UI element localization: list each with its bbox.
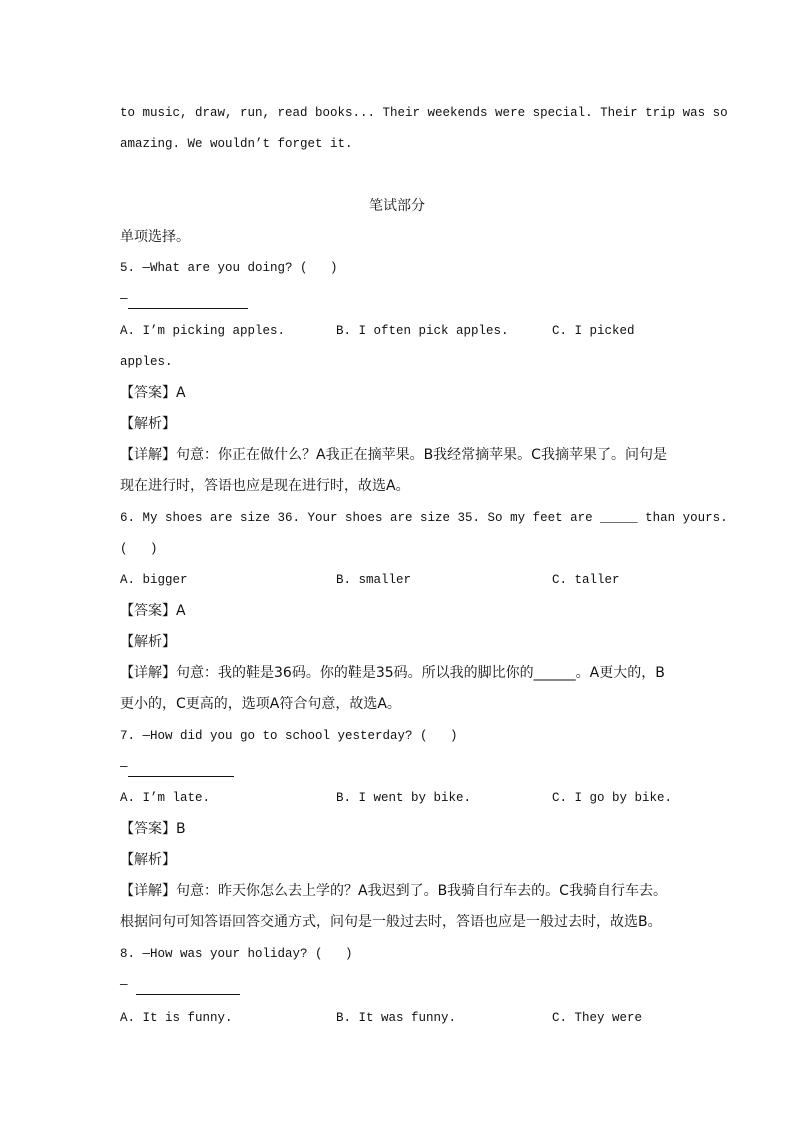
- q6-analysis: 【解析】: [120, 634, 176, 650]
- q6-stem: 6. My shoes are size 36. Your shoes are size 35. So my feet are _____ than yours.: [120, 511, 728, 525]
- q8-dash: —: [120, 978, 128, 992]
- q6-answer: 【答案】A: [120, 603, 186, 619]
- q5-option-c-continued: apples.: [120, 355, 173, 369]
- intro-line-1: to music, draw, run, read books... Their weekends were special. Their trip was so: [120, 106, 728, 120]
- q5-detail-2: 现在进行时，答语也应是现在进行时，故选A。: [120, 478, 410, 494]
- q8-option-b: B. It was funny.: [336, 1011, 457, 1025]
- q6-option-b: B. smaller: [336, 573, 412, 587]
- q5-answer: 【答案】A: [120, 385, 186, 401]
- q7-answer-line: [120, 757, 234, 777]
- q7-answer: 【答案】B: [120, 821, 186, 837]
- q6-option-a: A. bigger: [120, 573, 188, 587]
- q5-option-b: B. I often pick apples.: [336, 324, 509, 338]
- q7-option-a: A. I’m late.: [120, 791, 211, 805]
- q7-analysis: 【解析】: [120, 852, 176, 868]
- q5-dash: —: [120, 292, 128, 306]
- section-title: 笔试部分: [369, 198, 425, 214]
- q8-blank: [136, 981, 240, 995]
- q5-analysis: 【解析】: [120, 416, 176, 432]
- q8-stem: 8. —How was your holiday? ( ): [120, 947, 353, 961]
- q7-option-c: C. I go by bike.: [552, 791, 673, 805]
- q5-stem: 5. —What are you doing? ( ): [120, 261, 338, 275]
- q8-option-c: C. They were: [552, 1011, 643, 1025]
- q6-detail-2: 更小的，C更高的，选项A符合句意，故选A。: [120, 696, 401, 712]
- subsection-title: 单项选择。: [120, 229, 190, 245]
- q7-detail-1: 【详解】句意：昨天你怎么去上学的？A我迟到了。B我骑自行车去的。C我骑自行车去。: [120, 883, 667, 899]
- q5-blank: [128, 295, 248, 309]
- q7-blank: [128, 763, 234, 777]
- q5-answer-line: [120, 289, 248, 309]
- q6-option-c: C. taller: [552, 573, 620, 587]
- q8-answer-line: [120, 975, 240, 995]
- q7-option-b: B. I went by bike.: [336, 791, 472, 805]
- q5-option-c: C. I picked: [552, 324, 635, 338]
- q7-stem: 7. —How did you go to school yesterday? ( ): [120, 729, 458, 743]
- q6-detail-1: 【详解】句意：我的鞋是36码。你的鞋是35码。所以我的脚比你的______。A更大的，B: [120, 665, 665, 681]
- intro-line-2: amazing. We wouldn’t forget it.: [120, 137, 353, 151]
- q6-paren: ( ): [120, 542, 158, 556]
- q5-detail-1: 【详解】句意：你正在做什么？A我正在摘苹果。B我经常摘苹果。C我摘苹果了。问句是: [120, 447, 667, 463]
- q7-dash: —: [120, 760, 128, 774]
- q7-detail-2: 根据问句可知答语回答交通方式，问句是一般过去时，答语也应是一般过去时，故选B。: [120, 914, 662, 930]
- q5-option-a: A. I’m picking apples.: [120, 324, 286, 338]
- q8-option-a: A. It is funny.: [120, 1011, 233, 1025]
